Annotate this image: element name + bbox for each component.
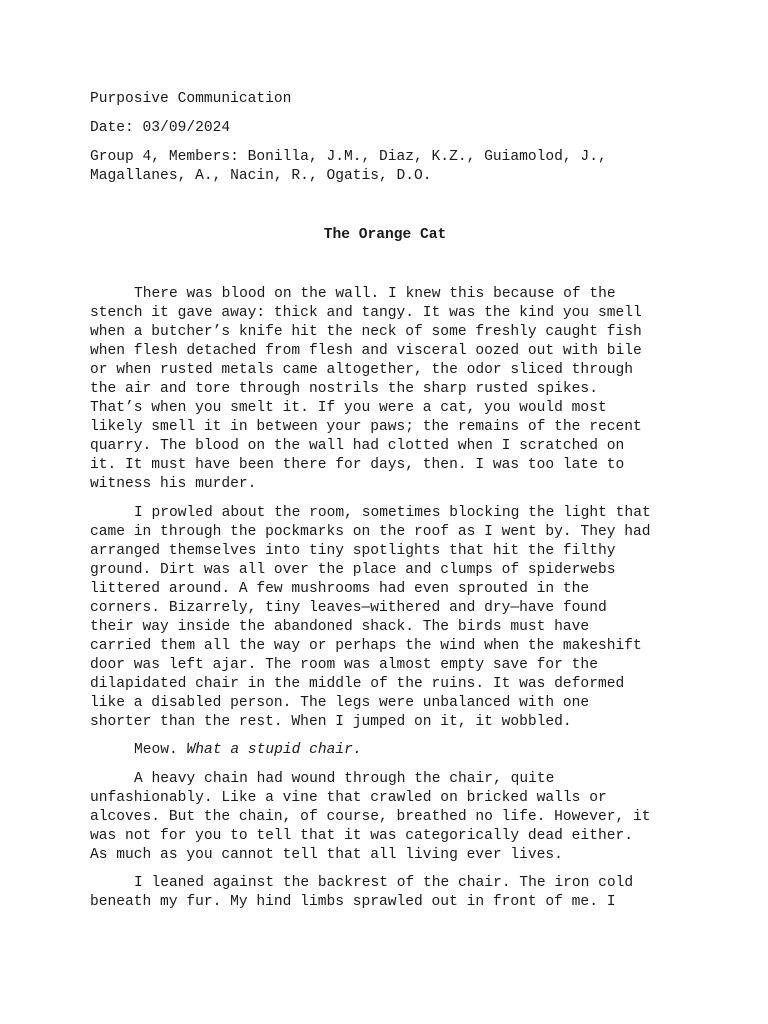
paragraph-3 bbox=[90, 741, 680, 760]
group-line-1: Group 4, Members: Bonilla, J.M., Diaz, K.Z., Guiamolod, J., bbox=[90, 149, 607, 165]
meow-text: Meow. bbox=[134, 742, 187, 758]
paragraph-2: I prowled about the room, sometimes blocking the light that came in through the pockmarks on the roof as I went by. They had arranged themselves into tiny spotlights that hit the filthy ground. Dirt was all over the place and clumps of spiderwebs littered around. A few mushrooms had even sprouted in the corners. Bizarrely, tiny leaves—withered and dry—have found their way inside the abandoned shack. The birds must have carried them all the way or perhaps the wind when the makeshift door was left ajar. The room was almost empty save for the dilapidated chair in the middle of the ruins. It was deformed like a disabled person. The legs were unbalanced with one shorter than the rest. When I jumped on it, it wobbled. bbox=[90, 504, 651, 730]
group-line-2: Magallanes, A., Nacin, R., Ogatis, D.O. bbox=[90, 168, 432, 184]
date-line: Date: 03/09/2024 bbox=[90, 120, 231, 136]
paragraph-1: There was blood on the wall. I knew this because of the stench it gave away: thick and tangy. It was the kind you smell when a butcher’s knife hit the neck of some freshly caught fish when flesh detached from flesh and visceral oozed out with bile or when rusted metals came altogether, the odor sliced through the air and tore through nostrils the sharp rusted spikes. That’s when you smelt it. If you were a cat, you would most likely smell it in between your paws; the remains of the recent quarry. The blood on the wall had clotted when I scratched on it. It must have been there for days, then. I was too late to witness his murder. bbox=[90, 286, 642, 492]
story-body bbox=[90, 285, 680, 912]
paragraph-4: A heavy chain had wound through the chair, quite unfashionably. Like a vine that crawled on bricked walls or alcoves. But the chain, of course, breathed no life. However, it was not for you to tell that it was categorically dead either. As much as you cannot tell that all living ever lives. bbox=[90, 770, 651, 863]
document-page bbox=[90, 90, 680, 922]
group-members bbox=[90, 148, 680, 186]
story-title: The Orange Cat bbox=[323, 227, 447, 243]
paragraph-5: I leaned against the backrest of the chair. The iron cold beneath my fur. My hind limbs sprawled out in front of me. I bbox=[90, 875, 634, 910]
italic-thought: What a stupid chair. bbox=[186, 742, 362, 758]
course-title: Purposive Communication bbox=[90, 91, 292, 107]
